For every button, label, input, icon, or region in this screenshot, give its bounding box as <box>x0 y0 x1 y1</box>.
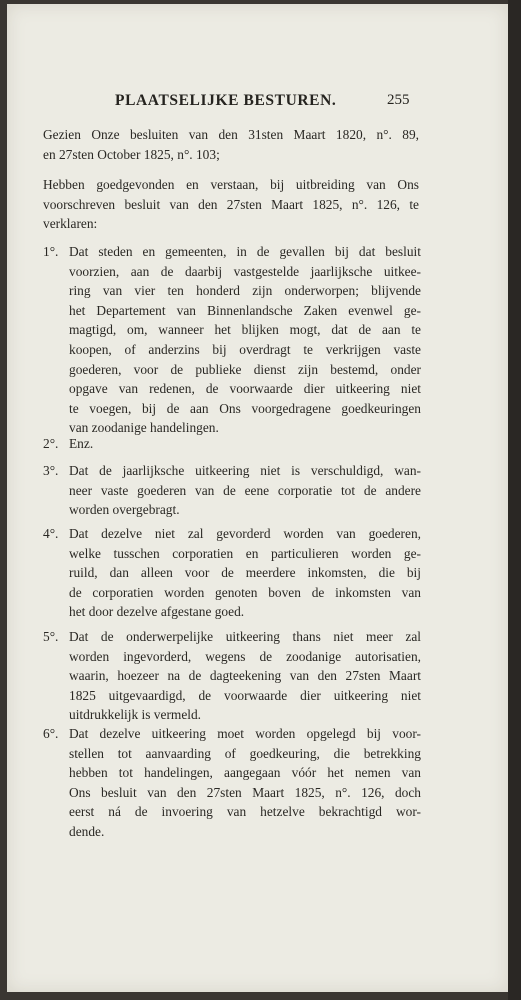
text-line: Hebben goedgevonden en verstaan, bij uitbreiding van Ons <box>43 177 419 192</box>
text-line: verklaren: <box>43 216 98 232</box>
text-line: goederen, voor de publieke dienst zijn bestemd, onder <box>69 361 421 377</box>
text-line: voorzien, aan de daarbij vastgestelde jaarlijksche uitkee- <box>69 263 421 279</box>
text-line: te voegen, bij de aan Ons voorgedragene goedkeuringen <box>69 400 421 416</box>
item-body <box>69 724 421 842</box>
text-line: en 27sten October 1825, n°. 103; <box>43 146 220 162</box>
text-line: koopen, of anderzins bij overdragt te verkrijgen vaste <box>69 341 421 357</box>
item-body <box>69 434 421 454</box>
item-body <box>69 627 421 725</box>
intro-paragraph <box>43 125 419 164</box>
text-line: Dat dezelve niet zal gevorderd worden van goederen, <box>69 526 421 541</box>
item-number: 1°. <box>43 244 59 259</box>
item-body <box>69 524 421 622</box>
page-header <box>7 92 508 114</box>
text-line: Ons besluit van den 27sten Maart 1825, n°. 126, doch <box>69 784 421 800</box>
text-line: worden ingevorderd, wegens de zoodanige autorisatien, <box>69 648 421 664</box>
text-line: uitdrukkelijk is vermeld. <box>69 707 202 723</box>
text-line: ruild, dan alleen voor de meerdere inkomsten, die bij <box>69 565 421 581</box>
text-line: Gezien Onze besluiten van den 31sten Maart 1820, n°. 89, <box>43 127 419 142</box>
scan-background-edge <box>508 0 521 1000</box>
item-number: 2°. <box>43 436 59 451</box>
text-line: Dat steden en gemeenten, in de gevallen bij dat besluit <box>69 244 421 259</box>
text-line: waarin, hoezeer na de dagteekening van den 27sten Maart <box>69 668 421 684</box>
item-number: 4°. <box>43 526 59 541</box>
text-line: worden overgebragt. <box>69 502 180 518</box>
text-line: Dat dezelve uitkeering moet worden opgelegd bij voor- <box>69 726 421 741</box>
text-line: ring van vier ten honderd zijn onderworpen; blijvende <box>69 283 421 299</box>
item-number: 6°. <box>43 726 59 741</box>
text-line: het Departement van Binnenlandsche Zaken evenwel ge- <box>69 302 421 318</box>
text-line: welke tusschen corporatien en particulieren worden ge- <box>69 545 421 561</box>
text-line: eerst ná de invoering van hetzelve bekrachtigd wor- <box>69 804 421 820</box>
text-line: opgave van redenen, de voorwaarde dier uitkeering niet <box>69 381 421 397</box>
text-line: magtigd, om, wanneer het blijken mogt, dat de aan te <box>69 322 421 338</box>
item-number: 3°. <box>43 463 59 478</box>
text-line: neer vaste goederen van de eene corporatie tot de andere <box>69 482 421 498</box>
text-line: de corporatien worden genoten boven de inkomsten van <box>69 584 421 600</box>
page-number: 255 <box>387 92 410 108</box>
text-line: van zoodanige handelingen. <box>69 420 219 436</box>
text-line: hebben tot handelingen, aangegaan vóór het nemen van <box>69 765 421 781</box>
text-line: voorschreven besluit van den 27sten Maart 1825, n°. 126, te <box>43 196 419 212</box>
text-line: Dat de jaarlijksche uitkeering niet is verschuldigd, wan- <box>69 463 421 478</box>
item-body <box>69 242 421 438</box>
text-line: stellen tot aanvaarding of goedkeuring, die betrekking <box>69 745 421 761</box>
decision-paragraph <box>43 175 419 234</box>
text-line: dende. <box>69 823 105 839</box>
text-line: het door dezelve afgestane goed. <box>69 604 245 620</box>
text-line: Dat de onderwerpelijke uitkeering thans niet meer zal <box>69 629 421 644</box>
book-page <box>7 4 508 992</box>
text-line: 1825 uitgevaardigd, de voorwaarde dier uitkeering niet <box>69 687 421 703</box>
item-number: 5°. <box>43 629 59 644</box>
running-title: PLAATSELIJKE BESTUREN. <box>115 92 337 109</box>
item-body <box>69 461 421 520</box>
text-line: Enz. <box>69 436 94 451</box>
